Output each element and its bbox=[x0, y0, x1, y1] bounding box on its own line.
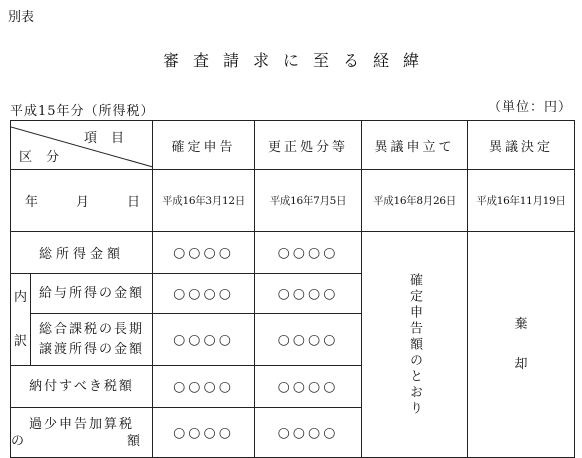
tax-due-kakutei: ○○○○ bbox=[153, 366, 255, 408]
breakdown-label-cell bbox=[11, 274, 31, 366]
penalty-kakutei: ○○○○ bbox=[153, 408, 255, 458]
long-term-transfer-label bbox=[31, 314, 153, 366]
header-col-kakutei: 確定申告 bbox=[153, 121, 255, 170]
history-table bbox=[10, 120, 575, 458]
appendix-label: 別表 bbox=[8, 10, 35, 25]
total-income-kakutei: ○○○○ bbox=[153, 232, 255, 274]
decision-cell bbox=[468, 232, 575, 458]
date-kettei: 平成16年11月19日 bbox=[468, 170, 575, 232]
unit-label: （単位：円） bbox=[487, 100, 572, 115]
date-kakutei: 平成16年3月12日 bbox=[153, 170, 255, 232]
penalty-line-2b: 額 bbox=[126, 433, 142, 449]
header-item-label: 項目 bbox=[83, 131, 138, 146]
decision-char-2: 却 bbox=[514, 356, 528, 372]
header-col-igi: 異議申立て bbox=[362, 121, 468, 170]
long-term-kosei: ○○○○ bbox=[255, 314, 362, 366]
breakdown-char-1: 内 bbox=[13, 289, 27, 305]
tax-due-label: 納付すべき税額 bbox=[11, 366, 153, 408]
salary-income-label: 給与所得の金額 bbox=[31, 274, 153, 314]
header-row bbox=[11, 121, 575, 170]
decision-char-1: 棄 bbox=[514, 316, 528, 332]
day-label: 日 bbox=[126, 195, 140, 210]
tax-year-label: 平成15年分（所得税） bbox=[10, 104, 155, 119]
date-label-cell bbox=[11, 170, 153, 232]
year-label: 年 bbox=[25, 195, 39, 210]
tax-due-kosei: ○○○○ bbox=[255, 366, 362, 408]
header-category-label: 区分 bbox=[19, 150, 74, 165]
penalty-line-2a: の bbox=[11, 433, 27, 449]
header-corner-cell bbox=[11, 121, 153, 170]
date-igi: 平成16年8月26日 bbox=[362, 170, 468, 232]
penalty-tax-label bbox=[11, 408, 153, 458]
salary-kosei: ○○○○ bbox=[255, 274, 362, 314]
long-term-kakutei: ○○○○ bbox=[153, 314, 255, 366]
header-col-kosei: 更正処分等 bbox=[255, 121, 362, 170]
total-income-kosei: ○○○○ bbox=[255, 232, 362, 274]
header-col-kettei: 異議決定 bbox=[468, 121, 575, 170]
penalty-line-1: 過少申告加算税 bbox=[28, 416, 134, 432]
salary-kakutei: ○○○○ bbox=[153, 274, 255, 314]
date-kosei: 平成16年7月5日 bbox=[255, 170, 362, 232]
document-title: 審査請求に至る経緯 bbox=[162, 51, 433, 70]
month-label: 月 bbox=[75, 195, 89, 210]
long-term-line-2: 譲渡所得の金額 bbox=[38, 341, 144, 357]
objection-cell bbox=[362, 232, 468, 458]
date-row bbox=[11, 170, 575, 232]
penalty-kosei: ○○○○ bbox=[255, 408, 362, 458]
objection-text: 確定申告額のとおり bbox=[407, 272, 422, 417]
long-term-line-1: 総合課税の長期 bbox=[38, 321, 144, 337]
total-income-label: 総所得金額 bbox=[11, 232, 153, 274]
breakdown-char-2: 訳 bbox=[13, 333, 27, 349]
table-row bbox=[11, 232, 575, 274]
